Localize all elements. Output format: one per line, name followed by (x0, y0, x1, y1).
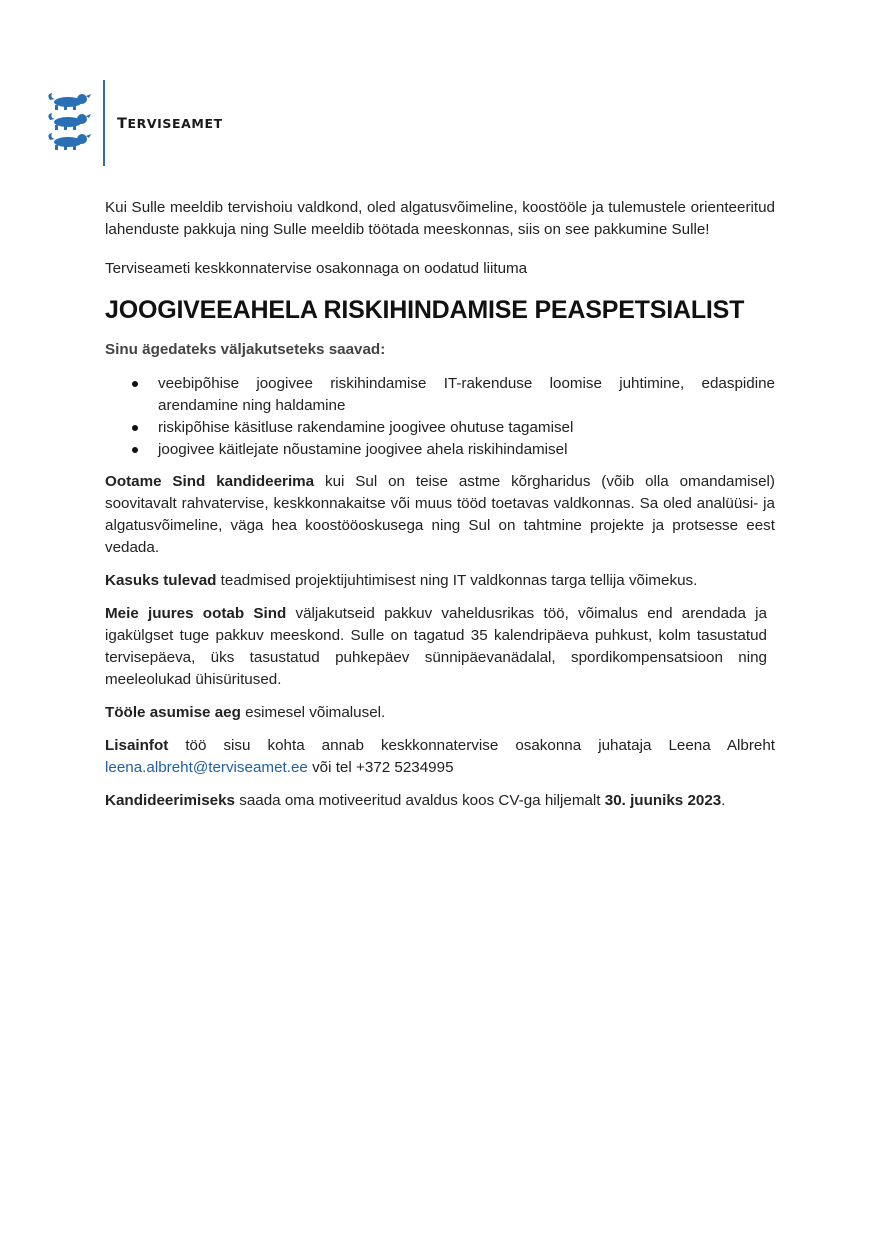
org-name (117, 116, 223, 132)
start-date-paragraph (105, 702, 775, 724)
apply-text: saada oma motiveeritud avaldus koos CV-ga hiljemalt (235, 792, 605, 809)
apply-label: Kandideerimiseks (105, 792, 235, 809)
contact-phone-text: või tel +372 5234995 (307, 759, 454, 776)
useful-skills-label: Kasuks tulevad (105, 572, 217, 589)
org-name-rest: ERVISEAMET (127, 116, 223, 131)
offer-text: väljakutseid pakkuv vaheldusrikas töö, võimalus end arendada ja igakülgset tuge pakkuv meeskond. Sulle on tagatud 35 kalendripäeva puhkust, kolm tasustatud tervisepäeva, üks tasustatud puhkepäev sünnipäevanädalal, spordikompensatsioon ning meeleolukad ühisüritused. (105, 605, 767, 688)
lead-text: Terviseameti keskkonnatervise osakonnaga on oodatud liituma (105, 260, 528, 277)
start-date-label: Tööle asumise aeg (105, 704, 241, 721)
expectations-text: kui Sul on teise astme kõrgharidus (võib olla omandamisel) soovitavalt rahvatervise, keskkonnakaitse või muus tööd toetavas valdkonnas. Sa oled analüüsi- ja algatusvõimeline, väga hea koostööoskusega ning Sul on tahtmine projekte ja protsesse eest vedada. (105, 473, 775, 556)
challenges-list (105, 373, 775, 461)
header-divider (103, 80, 105, 166)
contact-info-text: töö sisu kohta annab keskkonnatervise osakonna juhataja Leena Albreht (168, 737, 775, 754)
job-title: JOOGIVEEAHELA RISKIHINDAMISE PEASPETSIALIST (105, 296, 745, 324)
offer-paragraph (105, 603, 775, 691)
job-ad-content (105, 197, 775, 823)
list-item: veebipõhise joogivee riskihindamise IT-rakenduse loomise juhtimine, edaspidine arendamine ning haldamine (158, 373, 775, 417)
contact-info-paragraph (105, 735, 775, 779)
header (46, 80, 346, 166)
expectations-label: Ootame Sind kandideerima (105, 473, 315, 490)
useful-skills-text: teadmised projektijuhtimisest ning IT valdkonnas targa tellija võimekus. (216, 572, 698, 589)
offer-label: Meie juures ootab Sind (105, 605, 287, 622)
expectations-paragraph (105, 471, 775, 559)
apply-end: . (721, 792, 726, 809)
start-date-text: esimesel võimalusel. (240, 704, 386, 721)
list-item: riskipõhise käsitluse rakendamine joogivee ohutuse tagamisel (158, 417, 775, 439)
apply-deadline: 30. juuniks 2023 (604, 792, 722, 809)
contact-info-label: Lisainfot (105, 737, 169, 754)
useful-skills-paragraph (105, 570, 775, 592)
three-lions-coat-of-arms-icon (46, 92, 92, 152)
contact-email-link[interactable]: leena.albreht@terviseamet.ee (105, 759, 308, 776)
list-item: joogivee käitlejate nõustamine joogivee ahela riskihindamisel (158, 439, 775, 461)
apply-paragraph (105, 790, 775, 812)
org-name-initial: T (117, 116, 128, 132)
intro-paragraph: Kui Sulle meeldib tervishoiu valdkond, oled algatusvõimeline, koostööle ja tulemustele orienteeritud lahenduste pakkuja ning Sulle meeldib töötada meeskonnas, siis on see pakkumine Sulle! (105, 199, 775, 238)
challenges-heading: Sinu ägedateks väljakutseteks saavad: (105, 341, 386, 358)
